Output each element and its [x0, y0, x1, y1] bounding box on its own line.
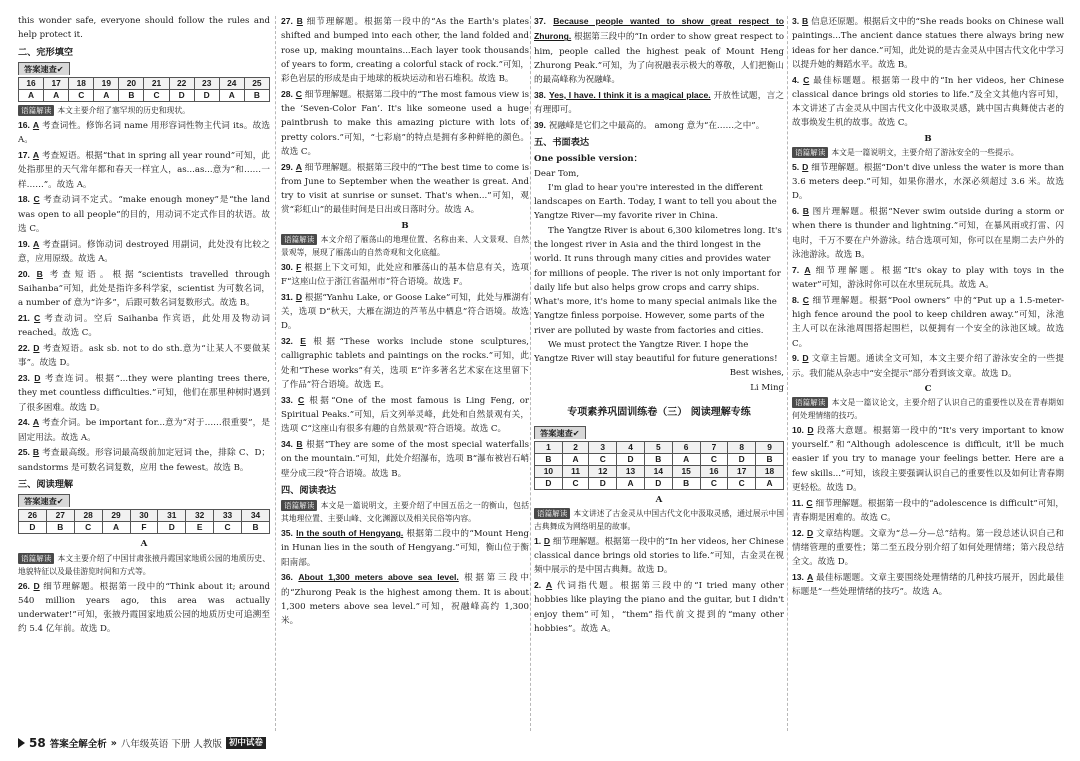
grid-cell: B	[535, 453, 563, 465]
quick-check-label: 答案速查✔	[18, 494, 70, 507]
question-number: 23.	[18, 373, 30, 384]
grid-cell: D	[535, 477, 563, 489]
question-number: 38.	[534, 89, 546, 100]
grid-cell: 18	[756, 465, 784, 477]
explanation-text: 根据“Yanhu Lake, or Goose Lake”可知，此处与雁湖有关，选项 D“秋天，大雁在湖边的芦苇丛中栖息”符合语境。故选 D。	[281, 292, 529, 332]
passage-letter: B	[924, 133, 932, 144]
grid-cell: 20	[119, 78, 144, 90]
grid-cell: D	[19, 522, 47, 534]
explanation-text: 考查动词。空后 Saihanba 作宾语，此处用及物动词 reached。故选 C。	[18, 313, 270, 339]
answer-quick-check	[534, 426, 784, 490]
answer-key: D	[807, 424, 814, 435]
section-title: 二、完形填空	[18, 46, 74, 58]
answer-key: A	[806, 572, 814, 583]
passage-tag: 语篇解读	[534, 508, 570, 519]
answer-quick-check	[18, 62, 270, 102]
answer-key: C	[34, 312, 41, 323]
grid-cell: A	[562, 453, 589, 465]
explanation-item	[281, 290, 529, 334]
grid-cell: E	[186, 522, 214, 534]
grid-cell: A	[617, 477, 645, 489]
explanation-text: 细节理解题。根据第一段中的“adolescence is difficult”可知，青春期是困难的。故选 C。	[792, 498, 1064, 524]
explanation-text: 段落大意题。根据第一段中的“It's very important to know yourself.”和“Although adolescence is difficult, it'll be much easier if you try to manage your feelings better. Here are a few skills...”可知，该段主要强调认识自己的重要性以及如何让青春期更轻松。故选 D。	[792, 425, 1064, 494]
page-number: 58	[29, 736, 46, 750]
answer-key: D	[802, 353, 809, 364]
grid-cell: D	[617, 453, 645, 465]
grid-cell: C	[700, 477, 728, 489]
answer-key: B	[802, 16, 809, 26]
explanation-item	[792, 263, 1064, 293]
grid-cell: 2	[562, 441, 589, 453]
explanation-text: 细节理解题。根据第三段中的“The best time to come is from June to September when the weather is great. And try to visit at sunrise or sunset. That's when...”可知，观赏“彩虹山”的最佳时间是日出或日落时分。故选 A。	[281, 162, 529, 216]
passage-summary: 语篇解读 本文是一篇说明文，主要介绍了游泳安全的一些提示。	[792, 147, 1064, 160]
version-label: One possible version：	[534, 154, 643, 165]
question-number: 9.	[792, 353, 800, 364]
explanation-item	[281, 437, 529, 481]
answer-key: In the south of Hengyang.	[296, 527, 404, 538]
explanation-item	[534, 534, 784, 578]
question-number: 22.	[18, 342, 30, 353]
explanation-text: 根据第二段中的“Mount Heng in Hunan lies in the south of Hengyang.”可知，衡山位于衡阳南部。	[281, 528, 529, 568]
letter-paragraph: We must protect the Yangtze River. I hope the Yangtze River will stay beautiful for future generations!	[534, 339, 778, 365]
explanation-text: 代词指代题。根据第三段中的“I tried many other hobbies like playing the piano and the guitar, but I didn't enjoy them”可知，“them”指代前文提到的“many other hobbies”。故选 A。	[534, 581, 784, 634]
grid-cell: C	[74, 522, 102, 534]
explanation-item	[281, 87, 529, 159]
explanation-text: 细节理解题。根据“Pool owners” 中的“Put up a 1.5-meter-high fence around the pool to keep children away.”可知，泳池主人可以在泳池周围搭起围栏，以便拥有一个安全的泳池区域。故选 C。	[792, 295, 1064, 349]
explanation-item	[18, 267, 270, 311]
grid-cell: 16	[700, 465, 728, 477]
grid-cell: C	[214, 522, 242, 534]
page-footer	[18, 735, 266, 751]
grid-cell: C	[589, 453, 617, 465]
grid-cell: C	[700, 453, 728, 465]
grid-cell: A	[102, 522, 130, 534]
question-number: 24.	[18, 417, 30, 428]
answer-key: A	[32, 150, 40, 161]
explanation-text: 考查副词。修饰动词 destroyed 用副词，此处没有比较之意，应用原级。故选 A。	[18, 239, 270, 264]
grid-cell: 22	[169, 78, 194, 90]
explanation-item	[18, 371, 270, 415]
grid-cell: A	[94, 90, 119, 102]
column-divider	[530, 16, 531, 731]
question-number: 21.	[18, 312, 30, 323]
passage-summary: 语篇解读 本文主要介绍了塞罕坝的历史和现状。	[18, 105, 270, 118]
explanation-item	[18, 237, 270, 267]
explanation-item	[18, 311, 270, 341]
quick-check-label: 答案速查✔	[534, 426, 586, 439]
explanation-text: 考查短语。根据“that in spring all year round”可知，此处指那里的天气常年都和春天一样宜人，as...as...意为“和……一样……”。故选 A。	[18, 151, 270, 190]
explanation-text: 信息还原题。根据后文中的“She reads books on Chinese wall paintings...The ancient dance statues there always bring new ideas for her dance.”可知，此处说的是古金灵从中国古代文化中学习以提升她的舞蹈水平。故选 B。	[792, 17, 1064, 70]
passage-letter: C	[924, 383, 932, 394]
answer-key: B	[296, 16, 303, 26]
explanation-list	[281, 260, 529, 481]
explanation-item	[281, 570, 529, 628]
grid-cell: 26	[19, 510, 47, 522]
passage-letter: A	[140, 539, 148, 550]
grid-cell: D	[158, 522, 186, 534]
explanation-item	[281, 334, 529, 392]
grid-cell: 27	[46, 510, 74, 522]
explanation-item	[792, 160, 1064, 204]
course-name: 八年级英语 下册 人教版	[120, 739, 222, 750]
answer-key: B	[296, 439, 303, 450]
explanation-text: 根据第三段中的“In order to show great respect to him, people called the highest peak of Mount Heng Zhurong Peak.”可知，为了向祝融表示极大的尊敬，人们把衡山的最高峰称为祝融峰。	[534, 32, 784, 86]
explanation-list	[534, 14, 784, 133]
grid-cell: C	[562, 477, 589, 489]
explanation-text: 最佳标题题。根据第一段中的“In her videos, her Chinese classical dance brings old stories to life.”及全文其他内容可知，本文讲述了古金灵从中国古代文化中汲取灵感，跳中国古典舞使古老的故事焕发生机的故事。故选 C。	[792, 75, 1064, 129]
quick-check-label: 答案速查✔	[18, 62, 70, 75]
answer-key: C	[806, 497, 813, 508]
grid-cell: A	[672, 453, 700, 465]
answer-key: A	[33, 238, 40, 249]
grid-cell: F	[130, 522, 158, 534]
answer-key: A	[32, 417, 40, 428]
question-number: 5.	[792, 161, 800, 172]
explanation-item	[18, 192, 270, 236]
passage-summary: 语篇解读 本文是一篇议论文，主要介绍了认识自己的重要性以及在青春期如何处理情绪的技巧。	[792, 398, 1064, 421]
grid-cell: 24	[219, 78, 244, 90]
column-4	[792, 14, 1064, 731]
grid-cell: B	[644, 453, 672, 465]
passage-tag: 语篇解读	[18, 105, 54, 116]
grid-cell: 7	[700, 441, 728, 453]
grid-cell: 11	[562, 465, 589, 477]
passage-summary: 语篇解读 本文介绍了雁荡山的地理位置、名称由来、人文景观、自然景观等，展现了雁荡山的自然奇观和文化底蕴。	[281, 234, 529, 257]
grid-cell: B	[242, 522, 270, 534]
letter-closing: Best wishes,	[729, 368, 784, 379]
grid-cell: 4	[617, 441, 645, 453]
explanation-item	[534, 88, 784, 118]
exam-badge: 初中试卷	[226, 737, 266, 749]
explanation-text: 图片理解题。根据“Never swim outside during a storm or when there is thunder and lightning.”可知，在暴风雨或打雷、闪电时，千万不要在户外游泳。结合选项可知，你可以在星期二去户外的泳池游泳。故选 B。	[792, 207, 1064, 260]
explanation-item	[534, 118, 784, 133]
explanation-item	[281, 14, 529, 86]
passage-tag: 语篇解读	[281, 500, 317, 511]
explanation-item	[792, 496, 1064, 526]
explanation-item	[281, 526, 529, 570]
intro-text: this wonder safe, everyone should follow the rules and help protect it.	[18, 16, 270, 41]
grid-cell: C	[144, 90, 169, 102]
answer-key: D	[802, 161, 809, 172]
question-number: 25.	[18, 447, 30, 458]
grid-cell: 21	[144, 78, 169, 90]
grid-cell: 13	[617, 465, 645, 477]
question-number: 17.	[18, 150, 30, 161]
answer-key: C	[803, 74, 810, 85]
question-number: 28.	[281, 88, 293, 99]
grid-cell: 25	[244, 78, 269, 90]
column-divider	[275, 16, 276, 731]
explanation-text: 最佳标题题。文章主要围绕处理情绪的几种技巧展开，因此最佳标题是“一些处理情绪的技巧”。故选 A。	[792, 573, 1064, 598]
grid-cell: 16	[19, 78, 44, 90]
answer-grid	[18, 509, 270, 534]
explanation-list	[18, 118, 270, 475]
explanation-text: 考查动词不定式。“make enough money”是“the land was open to all people”的目的，用动词不定式作目的状语。故选 C。	[18, 195, 270, 234]
grid-cell: B	[46, 522, 74, 534]
explanation-item	[18, 148, 270, 192]
grid-cell: 32	[186, 510, 214, 522]
question-number: 10.	[792, 424, 804, 435]
question-number: 18.	[18, 194, 30, 205]
grid-cell: 5	[644, 441, 672, 453]
explanation-text: 根据上下文可知，此处应和雁荡山的基本信息有关，选项 F“这座山位于浙江省温州市”符合语境。故选 F。	[281, 262, 529, 288]
answer-key: E	[300, 336, 306, 347]
explanation-item	[18, 415, 270, 445]
section-banner: 专项素养巩固训练卷（三） 阅读理解专练	[567, 406, 751, 418]
question-number: 32.	[281, 336, 293, 347]
explanation-item: 26. D 细节理解题。根据第一段中的“Think about it; around 540 million years ago, this area was actually underwater!”可知，张掖丹霞国家地质公园的地质历史可追溯至约 5.4 亿年前。故选 D。	[18, 580, 270, 635]
grid-cell: D	[169, 90, 194, 102]
explanation-item	[18, 341, 270, 371]
answer-key: D	[806, 527, 814, 538]
explanation-text: 细节理解题。根据第二段中的“The most famous view is the ‘Seven-Color Fan’. It's like someone used a huge paintbrush to make this amazing picture with lots of pretty colors.”可知，“七彩扇”的特点是拥有多种鲜艳的颜色。故选 C。	[281, 89, 529, 157]
question-number: 6.	[792, 206, 800, 217]
grid-cell: 23	[194, 78, 219, 90]
question-number: 33.	[281, 394, 293, 405]
answer-key: B	[36, 268, 43, 279]
question-number: 27.	[281, 16, 293, 26]
grid-cell: A	[44, 90, 69, 102]
grid-cell: 9	[756, 441, 784, 453]
explanation-text: 祝融峰是它们之中最高的。 among 意为“在……之中”。	[548, 120, 765, 131]
grid-cell: 6	[672, 441, 700, 453]
grid-cell: 14	[644, 465, 672, 477]
passage-summary: 语篇解读 本文是一篇说明文，主要介绍了中国五岳之一的衡山，包括其地理位置、主要山峰、文化渊源以及相关民俗等内容。	[281, 501, 529, 524]
explanation-text: 文章主旨题。通读全文可知，本文主要介绍了游泳安全的一些提示。我们能从杂志中“安全提示”部分看到该文章。故选 D。	[792, 354, 1064, 379]
answer-quick-check	[18, 494, 270, 534]
grid-cell: 33	[214, 510, 242, 522]
explanation-list	[792, 14, 1064, 131]
explanation-text: 文章结构题。文章为“总—分—总”结构。第一段总述认识自己和情绪管理的重要性；第二至五段分别介绍了如何处理情绪；第六段总结全文。故选 D。	[792, 528, 1064, 568]
answer-key: D	[295, 291, 303, 302]
question-number: 8.	[792, 294, 800, 305]
grid-cell: C	[69, 90, 94, 102]
explanation-item	[792, 293, 1064, 351]
question-number: 29.	[281, 161, 293, 172]
grid-cell: 1	[535, 441, 563, 453]
question-number: 39.	[534, 119, 546, 130]
question-number: 31.	[281, 291, 293, 302]
answer-key: C	[295, 88, 302, 99]
grid-cell: A	[756, 477, 784, 489]
question-number: 4.	[792, 74, 800, 85]
explanation-item	[281, 393, 529, 437]
double-chevron-icon: »	[110, 737, 117, 749]
question-number: 36.	[281, 572, 293, 583]
explanation-item	[18, 445, 270, 475]
grid-cell: 19	[94, 78, 119, 90]
explanation-text: 考查连词。根据“...they were planting trees there, they met countless difficulties.”可知，他们在那里种树时遇到了很多困难。故选 D。	[18, 374, 270, 413]
explanation-item	[792, 204, 1064, 262]
answer-key: A	[295, 161, 302, 172]
question-number: 30.	[281, 261, 293, 272]
answer-key: D	[33, 342, 40, 353]
explanation-text: 根据第三段中的“Zhurong Peak is the highest among them. It is about 1,300 meters above sea level.”可知，祝融峰高约 1,300 米。	[281, 573, 529, 627]
explanation-text: 考查短语。根据“scientists travelled through Saihanba”可知，此处是指许多科学家，scientist 为可数名词，a number of 意为“许多”，后跟可数名词复数形式。故选 B。	[18, 269, 270, 309]
grid-cell: B	[119, 90, 144, 102]
answer-key: D	[543, 535, 551, 546]
question-number: 2.	[534, 580, 542, 591]
grid-cell: C	[728, 477, 756, 489]
grid-cell: 12	[589, 465, 617, 477]
explanation-list	[281, 14, 529, 218]
explanation-item	[281, 160, 529, 218]
question-number: 1.	[534, 535, 542, 546]
explanation-text: 细节理解题。根据第一段中的“As the Earth's plates shifted and bumped into each other, the land folded and rose up, making mountains...Each layer took thousands of years to form, creating a colorful stack of rock.”可知，彩色岩层的形成是由于地球的板块运动和岩石堆积。故选 B。	[281, 17, 529, 85]
explanation-text: 根据“One of the most famous is Ling Feng, or Spiritual Peaks.”可知，后文列举灵峰，此处和自然景观有关，选项 C“这座山有很多有趣的自然景观”符合语境。故选 C。	[281, 395, 529, 435]
passage-letter: B	[401, 220, 409, 231]
passage-tag: 语篇解读	[281, 234, 317, 245]
grid-cell: B	[672, 477, 700, 489]
explanation-text: 细节理解题。根据“It's okay to play with toys in the water”可知，游泳时你可以在水里玩玩具。故选 A。	[792, 265, 1064, 290]
column-3	[534, 14, 784, 731]
explanation-list	[792, 423, 1064, 600]
column-1	[18, 14, 270, 731]
letter-greeting: Dear Tom,	[534, 168, 580, 179]
answer-key: C	[802, 294, 809, 305]
passage-letter: A	[655, 494, 663, 505]
question-number: 19.	[18, 238, 30, 249]
passage-tag: 语篇解读	[792, 397, 828, 408]
question-number: 7.	[792, 264, 800, 275]
explanation-item	[792, 73, 1064, 131]
passage-tag: 语篇解读	[792, 147, 828, 158]
explanation-list	[792, 160, 1064, 381]
grid-cell: A	[19, 90, 44, 102]
explanation-item	[534, 578, 784, 636]
grid-cell: 28	[74, 510, 102, 522]
question-number: 35.	[281, 527, 293, 538]
explanation-text: 考查词性。修饰名词 name 用形容词性物主代词 its。故选 A。	[18, 121, 270, 146]
explanation-text: 考查短语。ask sb. not to do sth.意为“让某人不要做某事”。故选 D。	[18, 343, 270, 369]
grid-cell: 3	[589, 441, 617, 453]
explanation-text: 考查最高级。形容词最高级前加定冠词 the，排除 C、D；sandstorms 是可数名词复数，应用 the fewest。故选 B。	[18, 448, 270, 473]
grid-cell: 29	[102, 510, 130, 522]
grid-cell: 31	[158, 510, 186, 522]
answer-grid	[18, 77, 270, 102]
answer-key: C	[33, 194, 40, 205]
answer-key: A	[804, 264, 811, 275]
column-2	[281, 14, 529, 731]
answer-key: B	[802, 206, 809, 217]
answer-key: B	[32, 447, 40, 458]
question-number: 11.	[792, 497, 804, 508]
answer-key: Yes, I have. I think it is a magical place.	[548, 89, 711, 100]
column-divider	[787, 16, 788, 731]
explanation-text: 细节理解题。根据第一段中的“In her videos, her Chinese classical dance brings old stories to life.”可知，古金灵在视频中展示的是中国古典舞。故选 D。	[534, 536, 784, 576]
book-title: 答案全解全析	[49, 739, 107, 750]
sample-letter	[534, 152, 784, 395]
answer-grid	[534, 441, 784, 490]
question-number: 13.	[792, 572, 804, 583]
explanation-item	[792, 570, 1064, 600]
grid-cell: 8	[728, 441, 756, 453]
explanation-item	[792, 423, 1064, 495]
grid-cell: A	[219, 90, 244, 102]
grid-cell: 17	[728, 465, 756, 477]
answer-key: C	[298, 394, 305, 405]
question-number: 34.	[281, 439, 293, 450]
explanation-text: 根据“These works include stone sculptures, calligraphic tablets and paintings on the rocks.”可知，此处和“These works”有关，选项 E“许多著名艺术家在这里留下了作品”符合语境。故选 E。	[281, 337, 529, 390]
passage-tag: 语篇解读	[18, 553, 54, 564]
explanation-text: 考查介词。be important for...意为“对于……很重要”，是固定用法。故选 A。	[18, 418, 270, 443]
grid-cell: D	[194, 90, 219, 102]
grid-cell: 30	[130, 510, 158, 522]
answer-key: A	[32, 120, 40, 130]
question-number: 37.	[534, 16, 546, 26]
explanation-text: 根据“They are some of the most special waterfalls on the mountain.”可知，此处介绍瀑布，选项 B“瀑布被岩石峭壁分成三段”符合语境。故选 B。	[281, 440, 529, 479]
explanation-list	[281, 526, 529, 628]
letter-paragraph: I'm glad to hear you're interested in the different landscapes on Earth. Today, I want to tell you about the Yangtze River—my favorite river in China.	[534, 182, 777, 222]
grid-cell: 17	[44, 78, 69, 90]
explanation-item	[792, 526, 1064, 570]
explanation-item	[792, 351, 1064, 381]
explanation-item	[792, 14, 1064, 72]
question-number: 20.	[18, 268, 30, 279]
letter-signature: Li Ming	[750, 382, 784, 393]
explanation-list	[534, 534, 784, 636]
grid-cell: 18	[69, 78, 94, 90]
letter-paragraph: The Yangtze River is about 6,300 kilometres long. It's the longest river in Asia and the third longest in the world. It runs through many cities and provides water for millions of people. The river is not only important for daily life but also helps grow crops and carry ships. What's more, it's home to many special animals like the Yangtze finless porpoise. However, some parts of the river are polluted by waste from factories and cities.	[534, 225, 782, 336]
answer-key: Because people wanted to show great respect to Zhurong.	[534, 16, 784, 42]
explanation-text: 细节理解题。根据“Don't dive unless the water is more than 3.6 meters deep.”可知，如果你潜水，水深必须超过 3.6 米。故选 D。	[792, 162, 1064, 202]
passage-summary: 语篇解读 本文讲述了古金灵从中国古代文化中汲取灵感，通过展示中国古典舞成为网络明星的故事。	[534, 509, 784, 531]
grid-cell: D	[728, 453, 756, 465]
answer-key: D	[34, 373, 41, 384]
section-title: 五、书面表达	[534, 137, 590, 149]
page-marker-icon	[18, 738, 25, 748]
question-number: 12.	[792, 527, 804, 538]
section-title: 三、阅读理解	[18, 478, 74, 490]
explanation-item	[18, 118, 270, 148]
answer-key: A	[545, 580, 553, 591]
grid-cell: B	[244, 90, 269, 102]
grid-cell: D	[644, 477, 672, 489]
passage-summary: 语篇解读 本文主要介绍了中国甘肃张掖丹霞国家地质公园的地质历史、地貌特征以及最佳游览时间和方式等。	[18, 553, 270, 576]
explanation-text: 开放性试题，言之有理即可。	[534, 90, 784, 116]
answer-key: F	[296, 261, 302, 272]
grid-cell: B	[756, 453, 784, 465]
answer-key: About 1,300 meters above sea level.	[298, 572, 459, 583]
section-title: 四、阅读表达	[281, 484, 337, 496]
question-number: 3.	[792, 16, 800, 26]
grid-cell: 10	[535, 465, 563, 477]
grid-cell: D	[589, 477, 617, 489]
explanation-item	[281, 260, 529, 290]
question-number: 16.	[18, 120, 30, 130]
grid-cell: 34	[242, 510, 270, 522]
grid-cell: 15	[672, 465, 700, 477]
explanation-item	[534, 14, 784, 87]
